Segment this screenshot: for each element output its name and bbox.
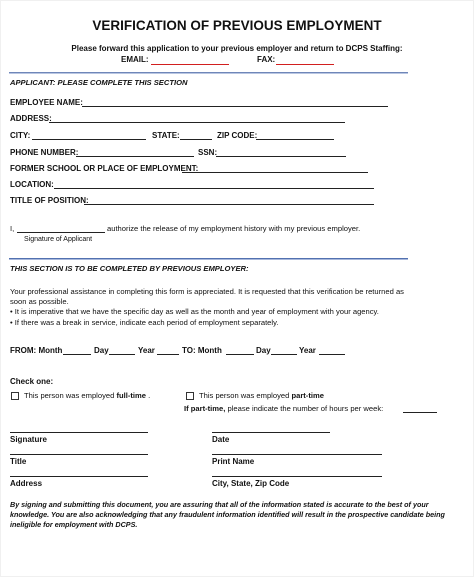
employer-title-field[interactable]	[10, 454, 148, 455]
employer-intro-line1: Your professional assistance in completing this form is appreciated. It is requested that this verification be returned as	[10, 287, 404, 296]
zip-field[interactable]	[256, 139, 334, 140]
employer-section-header: THIS SECTION IS TO BE COMPLETED BY PREVIOUS EMPLOYER:	[10, 264, 249, 273]
title-of-position-field[interactable]	[84, 204, 374, 205]
disclaimer-line1: By signing and submitting this document, you are assuring that all of the information stated is accurate to the best of your	[10, 500, 429, 509]
fulltime-checkbox[interactable]	[11, 392, 19, 400]
from-year-field[interactable]	[157, 354, 179, 355]
employer-bullet-1: • It is imperative that we have the specific day as well as the month and year of employment with your agency.	[10, 307, 379, 316]
employer-intro-line2: soon as possible.	[10, 297, 69, 306]
employer-address-label: Address	[10, 479, 43, 488]
fulltime-option	[24, 391, 150, 400]
employer-title-label: Title	[10, 457, 27, 466]
section-divider-top	[9, 72, 408, 74]
employer-print-name-field[interactable]	[212, 454, 382, 455]
applicant-signature-field[interactable]	[17, 232, 105, 233]
to-day-label: Day	[256, 346, 271, 355]
to-year-field[interactable]	[319, 354, 345, 355]
disclaimer-line3: ineligible for employment with DCPS.	[10, 520, 138, 529]
location-field[interactable]	[54, 188, 374, 189]
form-title: VERIFICATION OF PREVIOUS EMPLOYMENT	[92, 18, 382, 33]
employer-signature-label: Signature	[10, 435, 47, 444]
phone-label: PHONE NUMBER:	[10, 148, 79, 157]
state-field[interactable]	[180, 139, 212, 140]
parttime-checkbox[interactable]	[186, 392, 194, 400]
employee-name-label: EMPLOYEE NAME:	[10, 98, 83, 107]
disclaimer-line2: knowledge. You are also acknowledging that any fraudulent information identified will result in the prospective candidate being	[10, 510, 445, 519]
ssn-field[interactable]	[216, 156, 346, 157]
ssn-label: SSN:	[198, 148, 218, 157]
former-school-field[interactable]	[182, 172, 368, 173]
from-day-label: Day	[94, 346, 109, 355]
from-day-field[interactable]	[109, 354, 135, 355]
fulltime-bold: full-time	[116, 391, 146, 400]
to-month-label: TO: Month	[182, 346, 222, 355]
fulltime-prefix: This person was employed	[24, 391, 115, 400]
parttime-hours-row	[184, 404, 383, 413]
email-field[interactable]	[151, 64, 229, 65]
fax-label: FAX:	[257, 55, 276, 64]
title-of-position-label: TITLE OF POSITION:	[10, 196, 89, 205]
parttime-bold: part-time	[291, 391, 324, 400]
state-label: STATE:	[152, 131, 180, 140]
section-divider-middle	[9, 258, 408, 260]
city-label: CITY:	[10, 131, 31, 140]
zip-label: ZIP CODE:	[217, 131, 258, 140]
check-one-label: Check one:	[10, 377, 54, 386]
applicant-signature-caption: Signature of Applicant	[24, 236, 93, 243]
to-month-field[interactable]	[226, 354, 254, 355]
authorize-text: authorize the release of my employment history with my previous employer.	[107, 224, 361, 233]
employer-address-field[interactable]	[10, 476, 148, 477]
fulltime-suffix: .	[148, 391, 151, 400]
parttime-option	[199, 391, 324, 400]
email-label: EMAIL:	[121, 55, 149, 64]
parttime-hours-text: please indicate the number of hours per week:	[227, 404, 384, 413]
to-year-label: Year	[299, 346, 316, 355]
employer-city-state-zip-label: City, State, Zip Code	[212, 479, 290, 488]
city-field[interactable]	[32, 139, 146, 140]
employer-bullet-2: • If there was a break in service, indicate each period of employment separately.	[10, 318, 279, 327]
former-school-label: FORMER SCHOOL OR PLACE OF EMPLOYMENT:	[10, 164, 199, 173]
employer-signature-field[interactable]	[10, 432, 148, 433]
from-month-field[interactable]	[63, 354, 91, 355]
address-label: ADDRESS:	[10, 114, 52, 123]
authorize-prefix: I,	[10, 224, 15, 233]
fax-field[interactable]	[276, 64, 334, 65]
address-field[interactable]	[49, 122, 345, 123]
applicant-section-header: APPLICANT: PLEASE COMPLETE THIS SECTION	[10, 78, 188, 87]
to-day-field[interactable]	[271, 354, 297, 355]
employer-city-state-zip-field[interactable]	[212, 476, 382, 477]
location-label: LOCATION:	[10, 180, 54, 189]
parttime-hours-field[interactable]	[403, 412, 437, 413]
from-year-label: Year	[138, 346, 155, 355]
parttime-if: If part-time,	[184, 404, 226, 413]
employer-date-field[interactable]	[212, 432, 330, 433]
form-instruction: Please forward this application to your previous employer and return to DCPS Staffing:	[71, 44, 403, 53]
parttime-prefix: This person was employed	[199, 391, 290, 400]
employee-name-field[interactable]	[82, 106, 388, 107]
employer-print-name-label: Print Name	[212, 457, 255, 466]
employer-date-label: Date	[212, 435, 230, 444]
phone-field[interactable]	[76, 156, 194, 157]
from-month-label: FROM: Month	[10, 346, 63, 355]
